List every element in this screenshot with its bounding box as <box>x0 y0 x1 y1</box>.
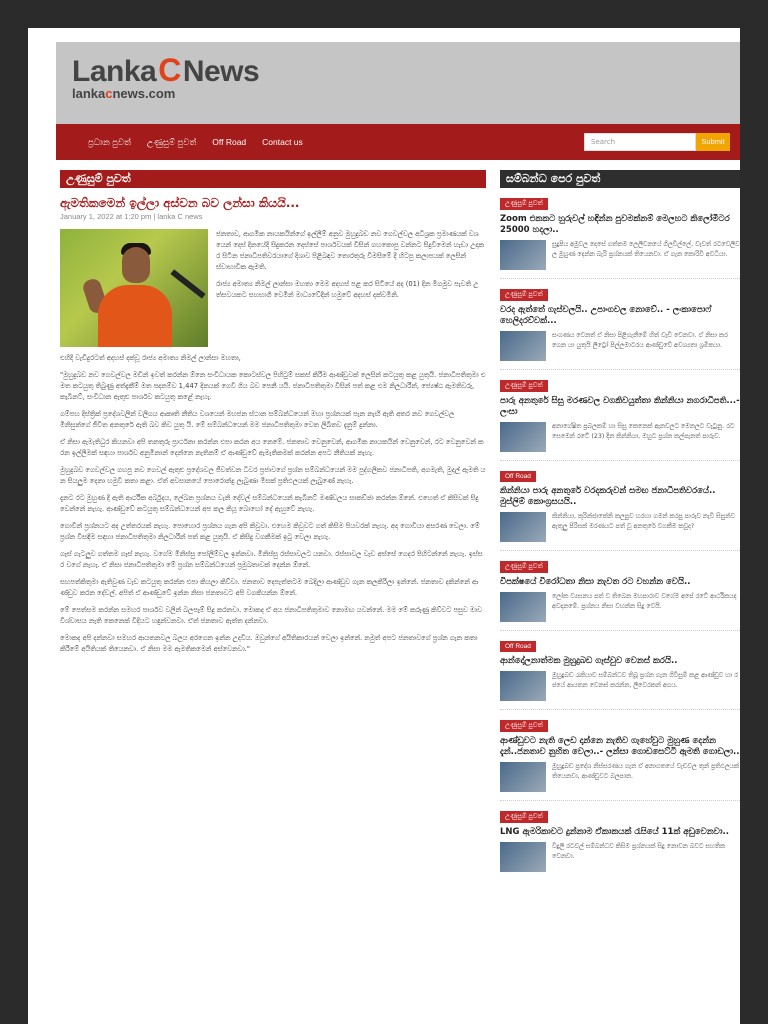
microphone-icon <box>170 269 205 298</box>
logo-c-mark: C <box>158 52 181 88</box>
sidebar-news-item[interactable] <box>500 811 740 872</box>
article-meta: January 1, 2022 at 1:20 pm | lanka C news <box>60 212 203 221</box>
body-paragraph: එහිදී වැඩිදුරටත් අදහස් දක්වූ රාජ්‍ය අමාත්‍ය නිමල් ලාන්සා මහතා, <box>60 354 241 362</box>
lead-paragraph: රාජ්‍ය අමාත්‍ය නිමල් ලාන්සා මහතා මෙම අදහස් පළ කර සිටියේ අද (01) දින මීගමුව පැවති උත්සවයකට සහභාගී වෙමින් මාධ්‍යවේදීන් හමුවේ අදහස් දක්වමිනි. <box>216 280 479 299</box>
page-frame <box>28 28 740 1024</box>
category-tag[interactable]: Off Road <box>500 641 536 652</box>
search-input[interactable]: Search <box>584 133 696 151</box>
nav-item-main-news[interactable]: ප්‍රධාන පුවත් <box>88 136 131 147</box>
category-tag[interactable]: උණුසුම් පුවත් <box>500 380 548 392</box>
news-thumbnail[interactable] <box>500 240 546 270</box>
page-content <box>56 42 740 860</box>
sidebar-title: සම්බන්ධ පෙර පුවත් <box>500 170 740 188</box>
category-tag[interactable]: උණුසුම් පුවත් <box>500 561 548 573</box>
lead-text <box>216 229 486 347</box>
main-nav <box>56 124 740 160</box>
submit-button[interactable]: Submit <box>696 133 730 151</box>
sidebar-news-item[interactable] <box>500 561 740 631</box>
category-tag[interactable]: Off Road <box>500 471 536 482</box>
sidebar-news-item[interactable] <box>500 198 740 279</box>
news-thumbnail[interactable] <box>500 592 546 622</box>
news-thumbnail[interactable] <box>500 671 546 701</box>
body-paragraph: දැනට රට මුහුණ දී ඇති ආර්ථික අර්බුදය, ලේඛන ප්‍රශ්නය වැනි දේවල් සම්බන්ධයෙන් කැබිනට් මණ්ඩලය සාකච්ඡා කරන්න ඕනේ. එහෙත් ඒ කිසිවක් සිදු වෙන්නේ නැහැ. ආණ්ඩුවේ කටයුතු සම්බන්ධයෙන් අප කල කියූ බොහෝ දේ ඇහුවේ නැහැ. <box>60 494 479 513</box>
news-item-title[interactable]: කින්නියා පාරු අනතුරේ වරදකරුවන් සමඟ ජනාධිපතිවරයේ.. මුස්ලිම් කොංග්‍රසයයි.. <box>500 486 716 507</box>
news-thumbnail[interactable] <box>500 512 546 542</box>
news-item-excerpt: ලෝක ව්‍යසනය පත් ව තිබෙන මහපාරාව වගේම අපේ රටේ ආර්ථිකයද අවදානමේ. ප්‍රශ්නය නිසා වහන්න සිදු වෙයි. <box>552 593 737 610</box>
news-item-excerpt: මුහුදුබඩ රැකියාව සම්බන්ධව තිබූ ප්‍රශ්න ගැන ගිවිසුම් කළ ආණ්ඩුව හා රජයේ ආයතන වෙනස් කරන්න, ලිවෙරකන් අගය. <box>552 672 738 689</box>
news-item-title[interactable]: වරද ඇත්තේ ගැස්වලයි.. උපාංගවල නොවේ.. - ලංකාපොෆ් හෙලිදරව්වක්... <box>500 305 712 326</box>
nav-item-contact[interactable]: Contact us <box>262 137 303 147</box>
body-paragraph: "මුහුදුබඩ නව ගෙවල්වල මඩින් ඉවත් කරන්න ඕනෙ සංවිධායක කොටස්වල පිහිටුම් සකස් කිරීම ආණ්ඩුවක් ලෙසින් කටයුතු කළ යුතුයි. ජනාධිපතිතුමා එමත කටයුතු තිබුණු අත්දැකීම් මත පදනම්ව 1,447 දිනයක් ගෙවී ගිය බව පෙනී යයි. ජනාධිපතිතුමා විසින් පත් කළ එම නිලධාරීන්, ජ්‍යෙෂ්ඨ ඇමතිවරු, කැබිනට්, සංවිධාන ඇතුළු පාර්ශව කටයුතු කළේ නැහැ. <box>60 371 486 401</box>
body-paragraph: සහපත්කිතුමා ඇතිවුණ වැඩ කටයුතු කරන්න එපා කියලා කිව්වා. ජනතාව දෙපැත්තටම බෙදිලා ආණ්ඩුව ගැන කලකිරිලා ඉන්නේ. ජනතාව දකින්නේ ආණ්ඩුව කරන දේවල්. අපිත් ඒ ආණ්ඩුවේ ඉන්න නිසා ජනතාවට අපි වගකියන්න ඕනේ. <box>60 578 479 597</box>
news-item-excerpt: සංගණය වෙනත් ඒ නිසා පිළිගැනීමේ හිත් වැඩි වෙනවා. ඒ නිසා කරගෙන යා යුතුයි ලිට්‍රෝ පිල්ලමාටරය ආණ්ඩුවේ අවශ්‍යතා ශ්‍රමිකයා. <box>552 332 728 349</box>
category-tag[interactable]: උණුසුම් පුවත් <box>500 198 548 210</box>
category-tag[interactable]: උණුසුම් පුවත් <box>500 720 548 732</box>
section-title: උණුසුම් පුවත් <box>60 170 486 188</box>
news-item-title[interactable]: ආණ්ඩුවට නැති ලෙඩ දාන්නෙ නැතිව ගැහේවුට මුහුණ දෙන්න දැන්..ජනතාව නුහිත වෙලා..- ලන්සා ගොඩසෙට්ටි ඇමති ගොඩලා.. <box>500 736 740 757</box>
body-paragraph: ගෑස් ගැටලුව ගත්තම ගෑස් නැහැ. වගේම මිනිස්සු පෝලිම්වල ඉන්නවා. මිනිස්සු රස්සාවලට යනවා. රස්සාවල වැඩ අස්සේ ගෙදර පිහිටන්නේ නැහැ. ඉස්සර වගේ නැහැ. ඒ නිසා ජනාධිපතිතුමා මේ ප්‍රශ්න සම්බන්ධයෙන් ප්‍රමුඛතාවක් දෙන්න ඕනේ. <box>60 550 483 569</box>
news-item-title[interactable]: LNG ඇමරිකාවට දුන්නාම ඒකාකයක් රැසියේ 11ක් අඩුවෙනවා.. <box>500 827 729 837</box>
lead-paragraph: ජනතාව, ආගමික නායකයින්ගේ ඉල්ලීම් අනුව මුහුදුබඩ නව ගෙවල්වල අධිශ්‍රක ප්‍රමාණයක් වශයෙන් දෙස් දිනයේදී සිදුකරන දෙස්සේ පාර්ශවයක් විසින් ගහකොපු වන්නට සිදුවීමෙන් හැඩා උදාකර සිටින ජනාධිපතිවරයාගේ දිශාව පිළිබඳව තොරතුරු විමසීමේ දී හිටපු කලාපයක් ලෙසින් ස්වාභාවික ඇමති. <box>216 230 484 271</box>
article-body <box>60 353 486 655</box>
body-paragraph: මුහුදුබඩ ගෙවල්වල ගහපු නව ගෙවල් ඇතුළු ප්‍රදේශවල ජීවත්වන ධීවර ප්‍රජාවගේ ප්‍රශ්න සම්බන්ධයෙන් මම පුද්ගලිකව ජනාධිපති, අගමැති, මුදල් ඇමති යන සියලුම දෙනා හමුවී කතා කළා. ඒත් අවසානයේ පොරොන්දු ලැබුණා මිසක් ප්‍රතිඵලයක් ලැබුණේ නැහැ. <box>60 466 486 485</box>
news-thumbnail[interactable] <box>500 762 546 792</box>
news-item-excerpt: මුහුදුබඩ ප්‍රදේශ නිස්සරණය ගැන ඒ අනාගතයේ වැඩවල තුන් ප්‍රතිඵලයක් තියෙනවා, ආණ්ඩුවට බලපාන. <box>552 763 740 780</box>
news-thumbnail[interactable] <box>500 842 546 872</box>
sidebar-news-item[interactable] <box>500 471 740 551</box>
article-photo <box>60 229 208 347</box>
news-item-title[interactable]: ආන්දෝලනාත්මක මුහුදුබඩ ගෑස්වුව වෙනස් කරයි.. <box>500 656 678 666</box>
sidebar-news-item[interactable] <box>500 720 740 801</box>
news-thumbnail[interactable] <box>500 331 546 361</box>
body-paragraph: ඒ නිසා ඇමැතිධුර කියනවා අපි තනතුරු ප්‍රාර්ථනා කරන්න එපා කරන අය නෙමේ. ජනතාව වෙනුවෙන්, ආගමික නායකයින් වෙනුවෙන්, රට වෙනුවෙන් කරන ඉල්ලීමක් සඳහා පාර්ශව අනුමිනාන් දෙන්නෙ නැතිනම් ඒ ආණ්ඩුවේ ඇමැතිකමක් කරන්න අපට නීතියක් නැහැ. <box>60 438 484 457</box>
nav-item-hot-news[interactable]: උණුසුම් පුවත් <box>146 136 197 147</box>
nav-item-off-road[interactable]: Off Road <box>212 137 247 147</box>
body-paragraph: මේ පෙත්සම කරන්න සමහර පාර්ශව වලින් බලපෑම් සිදු කරනවා. මොකද ඒ අය ජනාධිපතිතුමාව නොමඟ යවන්නේ. මම මේ කරුණු කිව්වට පසුව මාව විශ්වාසය නැති කෙනෙක් විදියට හඳුන්වනවා. ඒත් ජනතාව ඇත්ත දන්නවා. <box>60 606 482 625</box>
sidebar-news-item[interactable] <box>500 380 740 461</box>
body-paragraph: ගම්පහ දිස්ත්‍රික් ප්‍රදේශවලින් වලිගය ආකෘති නීතිය වශයෙන් මහජන ස්ථාන සම්බන්ධයෙන් මහා ප්‍රශ්නයක් පැන නැඟී ඇති අතර නව ගෙවල්වල මිනිසුන්ගේ ජීවිත අනතුරේ ඇති බව කිව යුතු යි. මේ සම්බන්ධයෙන් මම ජනාධිපතිතුමා වෙත ලිඛිතව දැනුම් දුන්නා. <box>60 410 455 429</box>
news-item-excerpt: සුදුපිය අමුවල දෙසේ ගත්තම ලෙලිවනයේ ගිලවිල්ලේ, වැවත් රටවෙලිවල මුහුණ දෙන්න බැරි ප්‍රශ්නයක් තියෙනවා. ඒ ගැන කොරිවි අවධියා. <box>552 241 740 258</box>
main-column <box>60 170 486 661</box>
site-logo[interactable] <box>72 52 259 101</box>
logo-url: lankacnews.com <box>72 86 176 101</box>
news-item-excerpt: අනාගේෂිත ප්‍රබලකම් හා සිසු කෙනෙක් ඇනවලට මෙනලට වැටුනු. රට සෙමෙන් රටේ (23) දින කින්නියා, ඔහුට ප්‍රශ්න කල්පැනත් පාරුව. <box>552 423 735 440</box>
category-tag[interactable]: උණුසුම් පුවත් <box>500 811 548 823</box>
body-paragraph: ගොවින් ප්‍රශ්නයට අද උත්තරයක් නැහැ. පොහොර ප්‍රශ්නය ගැන අපි කිවුවා. එහෙම කිවුවට ගත් කිසිම පියවරක් නැහැ. අද ගොවියා අසරණ වෙලා. මේ ප්‍රශ්න විසඳීම සඳහා ජනාධිපතිතුමා නිලධාරීන් පත් කළ යුතුයි. ඒ කිසිදු වගකීමක් ඉටු වෙලා නැහැ. <box>60 522 480 541</box>
sidebar-news-item[interactable] <box>500 289 740 370</box>
news-item-title[interactable]: විපක්ෂයේ විරෝධතා නිසා නැවත රට වහන්න වෙයි.. <box>500 577 691 587</box>
sidebar-news-item[interactable] <box>500 641 740 710</box>
news-item-title[interactable]: Zoom එකකට හුරුවල් හඳින්න පුවමක්නම් මෙලහට කිලෝමීටර 25000 හදලා.. <box>500 214 730 235</box>
sidebar <box>500 170 740 872</box>
logo-wordmark: LankaCNews <box>72 52 260 88</box>
news-item-excerpt: විදුලි රටවල් සම්බන්ධව කිසිම ප්‍රශ්නයක් සිදු නොවන බවට සහතික වෙනවා. <box>552 843 726 860</box>
site-header <box>56 42 740 124</box>
news-item-title[interactable]: පාරු අනතුරේ සිසු මරණවල වගකිවයුත්තා කින්නියා නගරාධිපති...- ලංසා <box>500 396 740 417</box>
article-title[interactable]: ඇමතිකමෙන් ඉල්ලා අස්වන බව ලන්සා කියයි... <box>60 196 300 210</box>
article-lead <box>60 229 486 347</box>
news-thumbnail[interactable] <box>500 422 546 452</box>
body-paragraph: මොකද අපි දන්නවා සමහර ආයතනවල බලය අරගෙන ඉන්න උදවිය. ඔවුන්ගේ අයිතිකාරයන් වෙලා ඉන්නේ. නමුත් අපට ජනතාවගේ ප්‍රශ්න ගැන කතා කිරීමේ අයිතියක් තියෙනවා. ඒ නිසා මම ඇමතිකමෙන් අස්වෙනවා." <box>60 634 478 653</box>
news-item-excerpt: කින්නියා, කුරින්ජාකේනි කලපුව හරහා ගමන් කරපු පාරුව නැවී සිසුන්ව ඇතුලු පිරිසක් මරණයට පත් වූ අනතුරේ වගකීම කවුද? <box>552 513 735 530</box>
category-tag[interactable]: උණුසුම් පුවත් <box>500 289 548 301</box>
